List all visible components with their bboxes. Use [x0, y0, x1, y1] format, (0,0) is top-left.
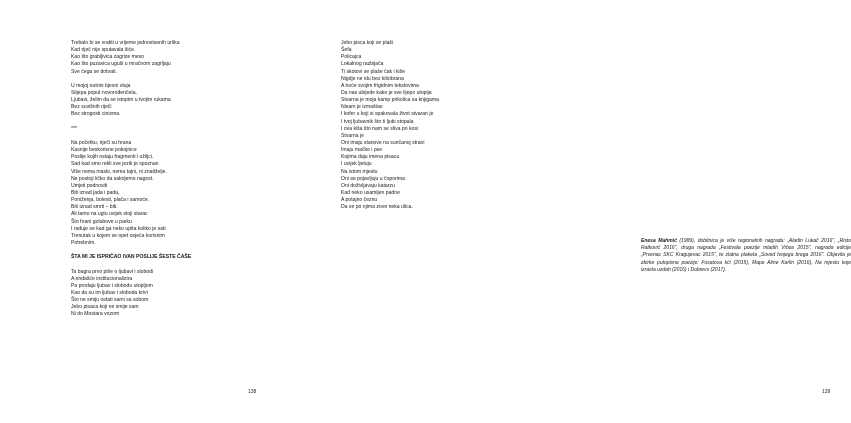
poem-line: Jebo pisca koji se plaši: [341, 40, 394, 46]
section-separator: ***: [71, 125, 77, 132]
poem-line: Sad kad smo rekli sve jezik je spoznan: [71, 161, 159, 168]
poem-line: Šefa: [341, 47, 352, 54]
poem-line: Više nema maski, nema tajni, ni znatiželje.: [71, 168, 167, 175]
poem-line: Kasnije beskorisne pokojnice: [71, 147, 137, 154]
page-number: 138: [248, 389, 257, 395]
poem-line: Ljubavi, želim da se istopim u tvojim rukama: [71, 97, 171, 104]
poem-line: Kao da su im ljubav i sloboda krivi: [71, 289, 148, 296]
poem-line: Poslije kojih ostaju fragmenti i ožiljci.: [71, 154, 154, 161]
page-number: 139: [822, 389, 831, 395]
poem-line: A hoće svojim frigidnim tekstovima: [341, 82, 419, 89]
poem-line: Na istom mjestu: [341, 168, 378, 175]
poem-line: Nigdje ne idu bez kišobrana: [341, 75, 404, 82]
author-bio: [641, 238, 851, 274]
poem-line: Imaju mačke i pse: [341, 147, 383, 154]
right-page: [300, 0, 851, 423]
poem-line: Što hrani golubove u parku: [71, 218, 132, 225]
poem-line: A potajno čeznu: [341, 197, 378, 204]
poem-line: Umjeti podnositi: [71, 182, 108, 189]
poem-line: I tvoj ljubavnik što ti ljubi stopala: [341, 118, 414, 125]
poem-line: A ondašće institucionalizira: [71, 275, 133, 282]
poem-line: U mojoj nutrini bjesni oluja: [71, 82, 131, 89]
poem-line: Biti iznad jada i pada,: [71, 189, 120, 196]
poem-line: Ta bagra prvo piše o ljubavi i slobodi: [71, 268, 154, 275]
author-name: Enesa Mahmić: [641, 238, 677, 244]
poem-line: Trenutak u kojem se opet osjeća korisnim: [71, 232, 165, 239]
poem-line: Poniženja, bolesti, plača i samoće.: [71, 197, 150, 204]
poem-line: Što ne smiju ostati sami sa sobom: [71, 297, 149, 304]
poem-line: I uvijek ljetuju: [341, 161, 372, 168]
poem-line: Trebalo bi se vratiti u vrijeme jednostavnih urlika: [71, 40, 180, 46]
poem-line: I ova kiša što nam se sliva po kosi: [341, 125, 419, 132]
stanza: [71, 40, 191, 76]
poem-line: Policajca: [341, 54, 362, 61]
left-page: [0, 0, 300, 423]
poem-line: Bez strogosti cinizma.: [71, 111, 121, 118]
poem-line: Ti skotovi se plaše čak i kiše: [341, 68, 406, 75]
stanza: [71, 269, 191, 319]
poem-line: Nisam je izmaštao: [341, 104, 383, 111]
poem-line: Biti iznad smrti – biti.: [71, 204, 118, 211]
poem-line: I raduje se kad ga neko upita koliko je sati: [71, 225, 166, 232]
poem-line: Slijepa poput novorođenčeta.: [71, 89, 137, 96]
poem-line: Ne postoji ličko da sakrijemo nagost.: [71, 175, 154, 182]
poem-line: Stvarna je: [341, 132, 364, 139]
poem-line: Potrebnim.: [71, 239, 96, 246]
poem-line: Da se po njima zove neka ulica.: [341, 204, 413, 211]
poem-line: Oni doživljavaju katarzu: [341, 182, 395, 189]
poem-line: I kofer u koji si spakovala život stvaran je: [341, 111, 434, 118]
poem-line: Oni imaju stanove na sunčanoj strani: [341, 139, 425, 146]
stanza: [71, 140, 191, 247]
poem-line: Kojima daju imena pisaca: [341, 154, 400, 161]
poem-line: Stvarna je moja kamp prikolica sa knjigama: [341, 97, 439, 104]
poem-line: Jebo pisaca koji ne smije sam: [71, 304, 139, 311]
poem-line: Pa prodaju ljubav i slobodu utopljom: [71, 282, 153, 289]
left-page-text: [71, 40, 191, 318]
poem-line: Na početku, riječi su hrana: [71, 139, 132, 146]
poem-line: Oni se pojavljuju u čoporima: [341, 175, 405, 182]
poem-title: ŠTA MI JE ISPRIČAO IVAN POSLIJE ŠESTE ČAŠE: [71, 254, 192, 261]
poem-line: Kad riječ nije sputavala šiće.: [71, 47, 136, 54]
poem-line: Ali tamo na uglu uvijek stoji starac: [71, 211, 148, 218]
poem-line: Kao što grabljivica zagrize meso: [71, 54, 145, 61]
poem-line: Da nas ubijede kako je sve lijepo utopija: [341, 89, 432, 96]
author-bio-text: (1989), dobitnica je više regionalnih nagrada: „Aladin Lukač 2016", „Risto Ratković 2016", druga nagrada „Festivala poezije mladih Vrbas 2015", nagrada edicije „Prvenac SKC Kragujevac 2015", te zlatna plaketa „Soved tvojega brega 2016". Objavila je zbirke putopisne poezije: Fosatova kći (2015), Mape Alme Karlin (2016), Na mjestu koje izrasta uzdah (2016) i Dobrevs (2017).: [641, 238, 851, 273]
poem-line: Sve čega se dotvati.: [71, 68, 117, 75]
stanza: [341, 40, 439, 211]
poem-line: Ni do Mostara vozom: [71, 311, 120, 318]
poem-line: Bez suvišnih riječi: [71, 104, 112, 111]
poem-line: Kad neko usamljen padne: [341, 189, 400, 196]
poem-line: Lokalnog razbijača: [341, 61, 384, 68]
poem-line: Kao što puzavica uguši u mračnom zagrljaju: [71, 61, 171, 68]
stanza: [71, 83, 191, 119]
right-page-text: [341, 40, 439, 211]
